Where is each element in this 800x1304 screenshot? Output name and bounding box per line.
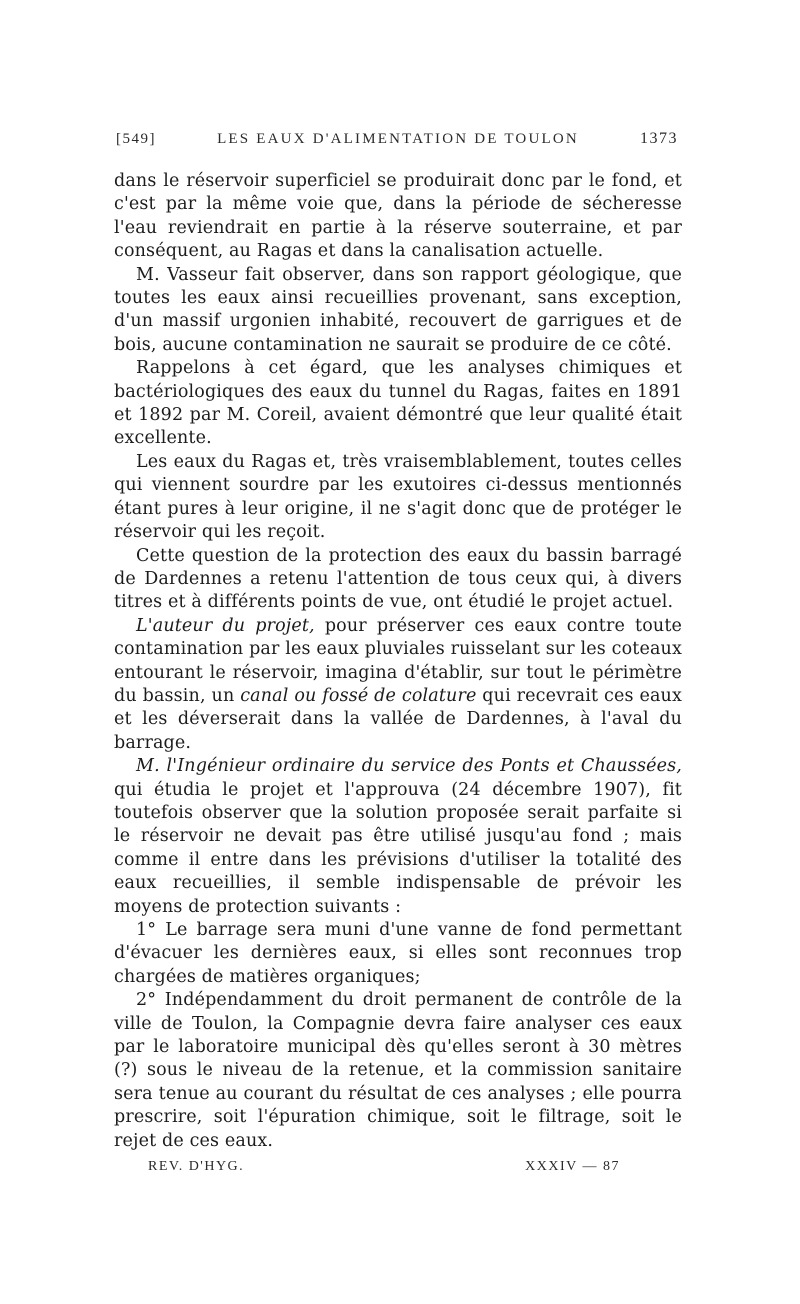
paragraph [114,755,682,919]
paragraph: Les eaux du Ragas et, très vraisemblablement, toutes celles qui viennent sourdre par les exutoires ci-dessus mentionnés étant pures à leur origine, il ne s'agit donc que de protéger le réservoir qui les reçoit. [114,451,682,543]
paragraph: M. Vasseur fait observer, dans son rapport géologique, que toutes les eaux ainsi recueillies provenant, sans exception, d'un massif urgonien inhabité, recouvert de garrigues et de bois, aucune contamination ne saurait se produire de ce côté. [114,264,682,355]
paragraph-text: pour préserver ces eaux contre toute contamination par les eaux pluviales ruisselant sur les coteaux entourant le réservoir, imagina d'établir, sur tout le périmètre du bassin, un [114,615,683,706]
list-item: 2° Indépendamment du droit permanent de contrôle de la ville de Toulon, la Compagnie devra faire analyser ces eaux par le laboratoire municipal dès qu'elles seront à 30 mètres (?) sous le niveau de la retenue, et la commission sanitaire sera tenue au courant du résultat de ces analyses ; elle pourra prescrire, soit l'épuration chimique, soit le filtrage, soit le rejet de ces eaux. [114,990,682,1151]
running-head [114,130,682,148]
page-reference: [549] [116,131,156,147]
paragraph [114,615,682,755]
list-item: 1° Le barrage sera muni d'une vanne de fond permettant d'évacuer les dernières eaux, si elles sont reconnues trop chargées de matières organiques; [114,920,682,987]
running-title: LES EAUX D'ALIMENTATION DE TOULON [217,131,579,147]
book-page [114,130,682,1175]
page-footer [114,1159,682,1175]
page-number: 1373 [639,130,678,147]
italic-text: M. l'Ingénieur ordinaire du service des Ponts et Chaussées, [136,756,682,777]
paragraph: Rappelons à cet égard, que les analyses chimiques et bactériologiques des eaux du tunnel du Ragas, faites en 1891 et 1892 par M. Coreil, avaient démontré que leur qualité était excellente. [114,358,682,449]
paragraph-text: qui étudia le projet et l'approuva (24 décembre 1907), fit toutefois observer que la solution proposée serait parfaite si le réservoir ne devait pas être utilisé jusqu'au fond ; mais comme il entre dans les prévisions d'utiliser la totalité des eaux recueillies, il semble indispensable de prévoir les moyens de protection suivants : [114,779,682,917]
signature-mark: XXXIV — 87 [525,1159,620,1175]
italic-text: L'auteur du projet, [136,615,315,636]
paragraph-text: qui recevrait ces eaux et les déverserait dans la vallée de Dardennes, à l'aval du barrage. [114,685,682,753]
journal-abbrev: REV. D'HYG. [148,1159,245,1175]
body-text [114,170,682,1153]
italic-text: canal ou fossé de colature [240,685,477,706]
paragraph: dans le réservoir superficiel se produirait donc par le fond, et c'est par la même voie que, dans la période de sécheresse l'eau reviendrait en partie à la réserve souterraine, et par conséquent, au Ragas et dans la canalisation actuelle. [114,171,682,262]
paragraph: Cette question de la protection des eaux du bassin barragé de Dardennes a retenu l'attention de tous ceux qui, à divers titres et à différents points de vue, ont étudié le projet actuel. [114,545,682,613]
